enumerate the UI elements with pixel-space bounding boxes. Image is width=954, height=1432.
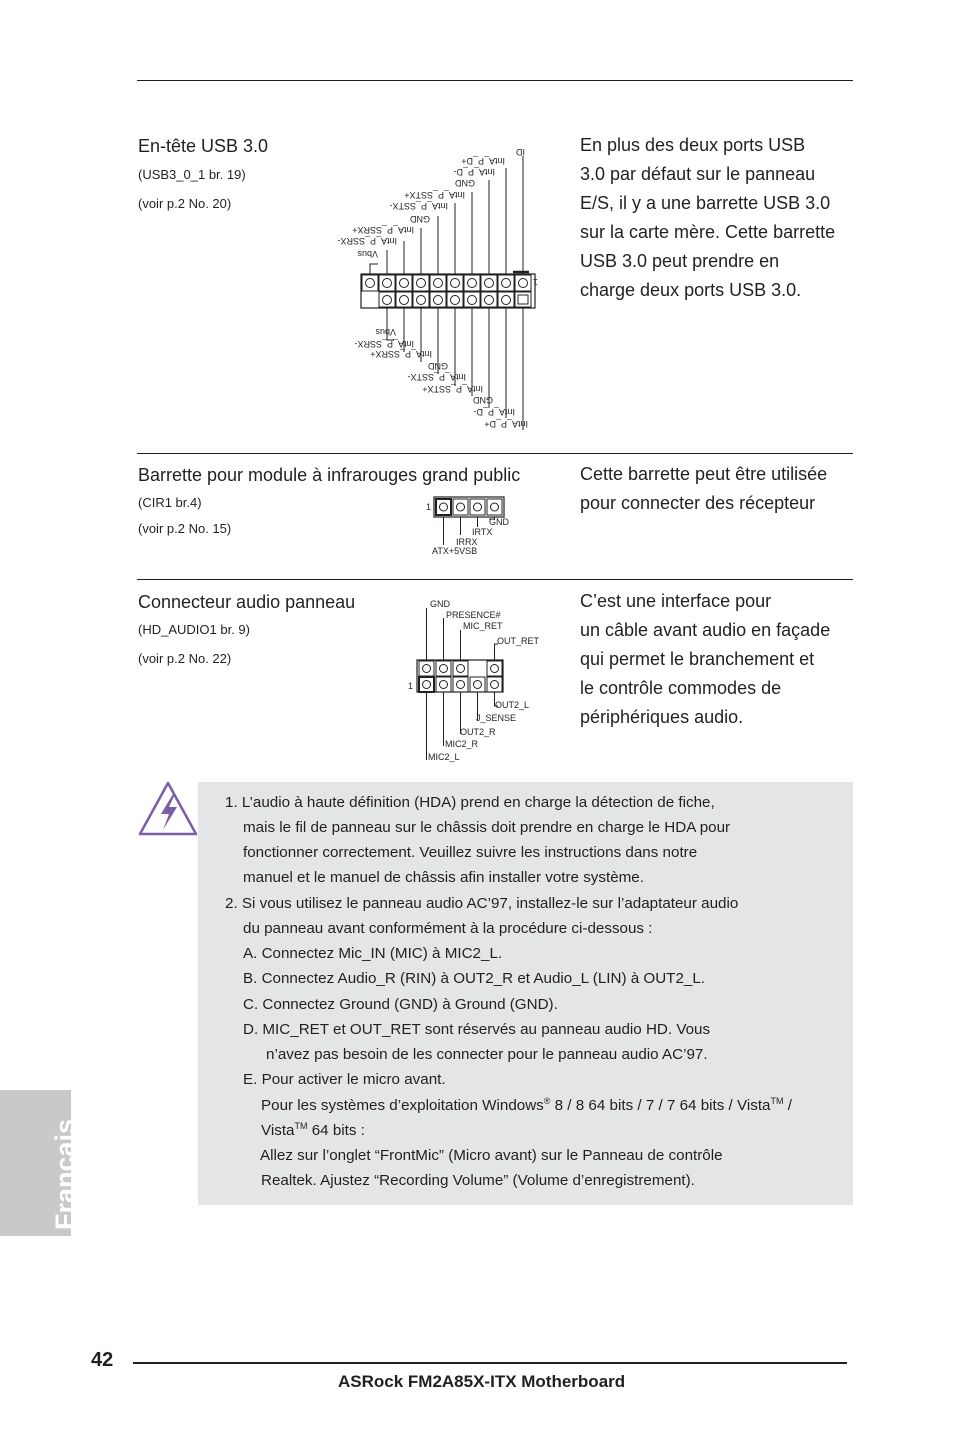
footer-rule [133, 1362, 847, 1364]
note-step-e-line4: Realtek. Ajustez “Recording Volume” (Volume d’enregistrement). [261, 1172, 695, 1189]
note-step-d: D. MIC_RET et OUT_RET sont réservés au panneau audio HD. Vous [243, 1021, 711, 1038]
note-step-e: E. Pour activer le micro avant. [243, 1071, 446, 1088]
usb-desc-line: charge deux ports USB 3.0. [580, 280, 802, 300]
cir-label-irrx: IRRX [456, 537, 478, 547]
warning-lightning-icon [137, 780, 199, 838]
cir-header-page-ref: (voir p.2 No. 15) [138, 521, 232, 536]
usb3-label-dminus: IntA_P_D- [453, 167, 495, 177]
note-step-d-cont: n’avez pas besoin de les connecter pour le panneau audio AC’97. [266, 1046, 708, 1063]
cir-label-irtx: IRTX [472, 527, 493, 537]
audio-label-mic2-r: MIC2_R [445, 739, 479, 749]
note-panel [198, 782, 853, 1205]
note-1-line: mais le fil de panneau sur le châssis doit prendre en charge le HDA pour [243, 819, 731, 836]
cir-label-atx5vsb: ATX+5VSB [432, 546, 478, 556]
usb-desc-line: En plus des deux ports USB [580, 135, 806, 155]
usb3-label-ssrx-plus: IntA_P_SSRX+ [352, 225, 414, 235]
usb3-label-ssrx-minus: IntA_P_SSRX- [337, 236, 397, 246]
note-step-e-line3: Allez sur l’onglet “FrontMic” (Micro avant) sur le Panneau de contrôle [260, 1147, 723, 1164]
usb-description [580, 131, 835, 305]
note-1-line: manuel et le manuel de châssis afin installer votre système. [243, 869, 644, 886]
usb3-pins-bottom-row [379, 292, 531, 307]
audio-label-out2-l: OUT2_L [495, 700, 530, 710]
usb3-label-dplus: IntA_P_D+ [484, 419, 528, 429]
usb3-label-ssrx-minus: IntA_P_SSRX- [354, 339, 414, 349]
usb3-label-vbus: Vbus [375, 327, 396, 337]
usb-header-page-ref: (voir p.2 No. 20) [138, 196, 232, 211]
usb3-label-vbus: Vbus [357, 249, 378, 259]
usb3-label-sstx-minus: IntA_P_SSTX- [389, 201, 448, 211]
usb3-label-gnd: GND [473, 395, 493, 405]
note-step-c: C. Connectez Ground (GND) à Ground (GND). [243, 996, 558, 1013]
top-rule [137, 80, 853, 81]
section-divider [137, 453, 853, 454]
page-number: 42 [91, 1349, 114, 1371]
usb-desc-line: sur la carte mère. Cette barrette [580, 222, 836, 242]
usb3-label-id: ID [516, 147, 525, 157]
audio-label-mic-ret: MIC_RET [463, 621, 503, 631]
footer-product-name: ASRock FM2A85X-ITX Motherboard [338, 1372, 626, 1391]
usb3-label-dplus: IntA_P_D+ [461, 156, 505, 166]
note-1-line: 1. L’audio à haute définition (HDA) prend en charge la détection de fiche, [225, 794, 715, 811]
usb-desc-line: 3.0 par défaut sur le panneau [580, 164, 816, 184]
audio-label-presence: PRESENCE# [446, 610, 501, 620]
note-step-e-vista: Vista™ 64 bits : [261, 1120, 365, 1139]
usb-header-ref: (USB3_0_1 br. 19) [138, 167, 246, 182]
usb3-label-dminus: IntA_P_D- [473, 407, 515, 417]
usb3-label-ssrx-plus: IntA_P_SSRX+ [370, 349, 432, 359]
usb3-label-gnd: GND [455, 178, 475, 188]
audio-label-out2-r: OUT2_R [460, 727, 496, 737]
note-2-line: du panneau avant conformément à la procédure ci-dessous : [243, 920, 653, 937]
audio-desc-line: qui permet le branchement et [580, 649, 815, 669]
cir-label-gnd: GND [489, 517, 509, 527]
usb3-label-sstx-plus: IntA_P_SSTX+ [422, 384, 483, 394]
usb3-pin1-marker: 1 [532, 277, 538, 287]
cir-header-title: Barrette pour module à infrarouges grand public [138, 465, 521, 485]
cir-desc-line: pour connecter des récepteur [580, 493, 816, 513]
usb-desc-line: USB 3.0 peut prendre en [580, 251, 780, 271]
audio-label-gnd: GND [430, 599, 450, 609]
usb3-label-sstx-plus: IntA_P_SSTX+ [404, 190, 465, 200]
note-step-e-os: Pour les systèmes d’exploitation Windows® 8 / 8 64 bits / 7 / 7 64 bits / Vista™ / [261, 1095, 792, 1114]
note-step-b: B. Connectez Audio_R (RIN) à OUT2_R et Audio_L (LIN) à OUT2_L. [243, 970, 706, 987]
audio-header-title: Connecteur audio panneau [138, 592, 356, 612]
audio-label-out-ret: OUT_RET [497, 636, 540, 646]
svg-text:1: 1 [426, 502, 432, 512]
audio-header-ref: (HD_AUDIO1 br. 9) [138, 622, 250, 637]
audio-label-j-sense: J_SENSE [476, 713, 517, 723]
cir-description [580, 460, 827, 518]
usb-header-title: En-tête USB 3.0 [138, 136, 269, 156]
usb3-label-gnd: GND [410, 214, 430, 224]
audio-header-page-ref: (voir p.2 No. 22) [138, 651, 232, 666]
cir-header-ref: (CIR1 br.4) [138, 495, 202, 510]
audio-desc-line: le contrôle commodes de [580, 678, 782, 698]
note-step-a: A. Connectez Mic_IN (MIC) à MIC2_L. [243, 945, 503, 962]
usb3-label-gnd: GND [428, 361, 448, 371]
audio-desc-line: C’est une interface pour [580, 591, 772, 611]
note-2-line: 2. Si vous utilisez le panneau audio AC’97, installez-le sur l’adaptateur audio [225, 895, 739, 912]
language-side-tab [0, 1090, 80, 1236]
audio-desc-line: un câble avant audio en façade [580, 620, 831, 640]
section-divider [137, 579, 853, 580]
audio-desc-line: périphériques audio. [580, 707, 744, 727]
svg-text:1: 1 [408, 681, 414, 691]
audio-description [580, 587, 830, 732]
note-1-line: fonctionner correctement. Veuillez suivre les instructions dans notre [243, 844, 698, 861]
usb3-top-leaders [370, 156, 523, 274]
language-label: Français [50, 1118, 80, 1230]
cir-desc-line: Cette barrette peut être utilisée [580, 464, 828, 484]
usb3-label-sstx-minus: IntA_P_SSTX- [407, 372, 466, 382]
usb3-pins-top-row [362, 275, 531, 291]
usb-desc-line: E/S, il y a une barrette USB 3.0 [580, 193, 831, 213]
audio-label-mic2-l: MIC2_L [428, 752, 460, 762]
